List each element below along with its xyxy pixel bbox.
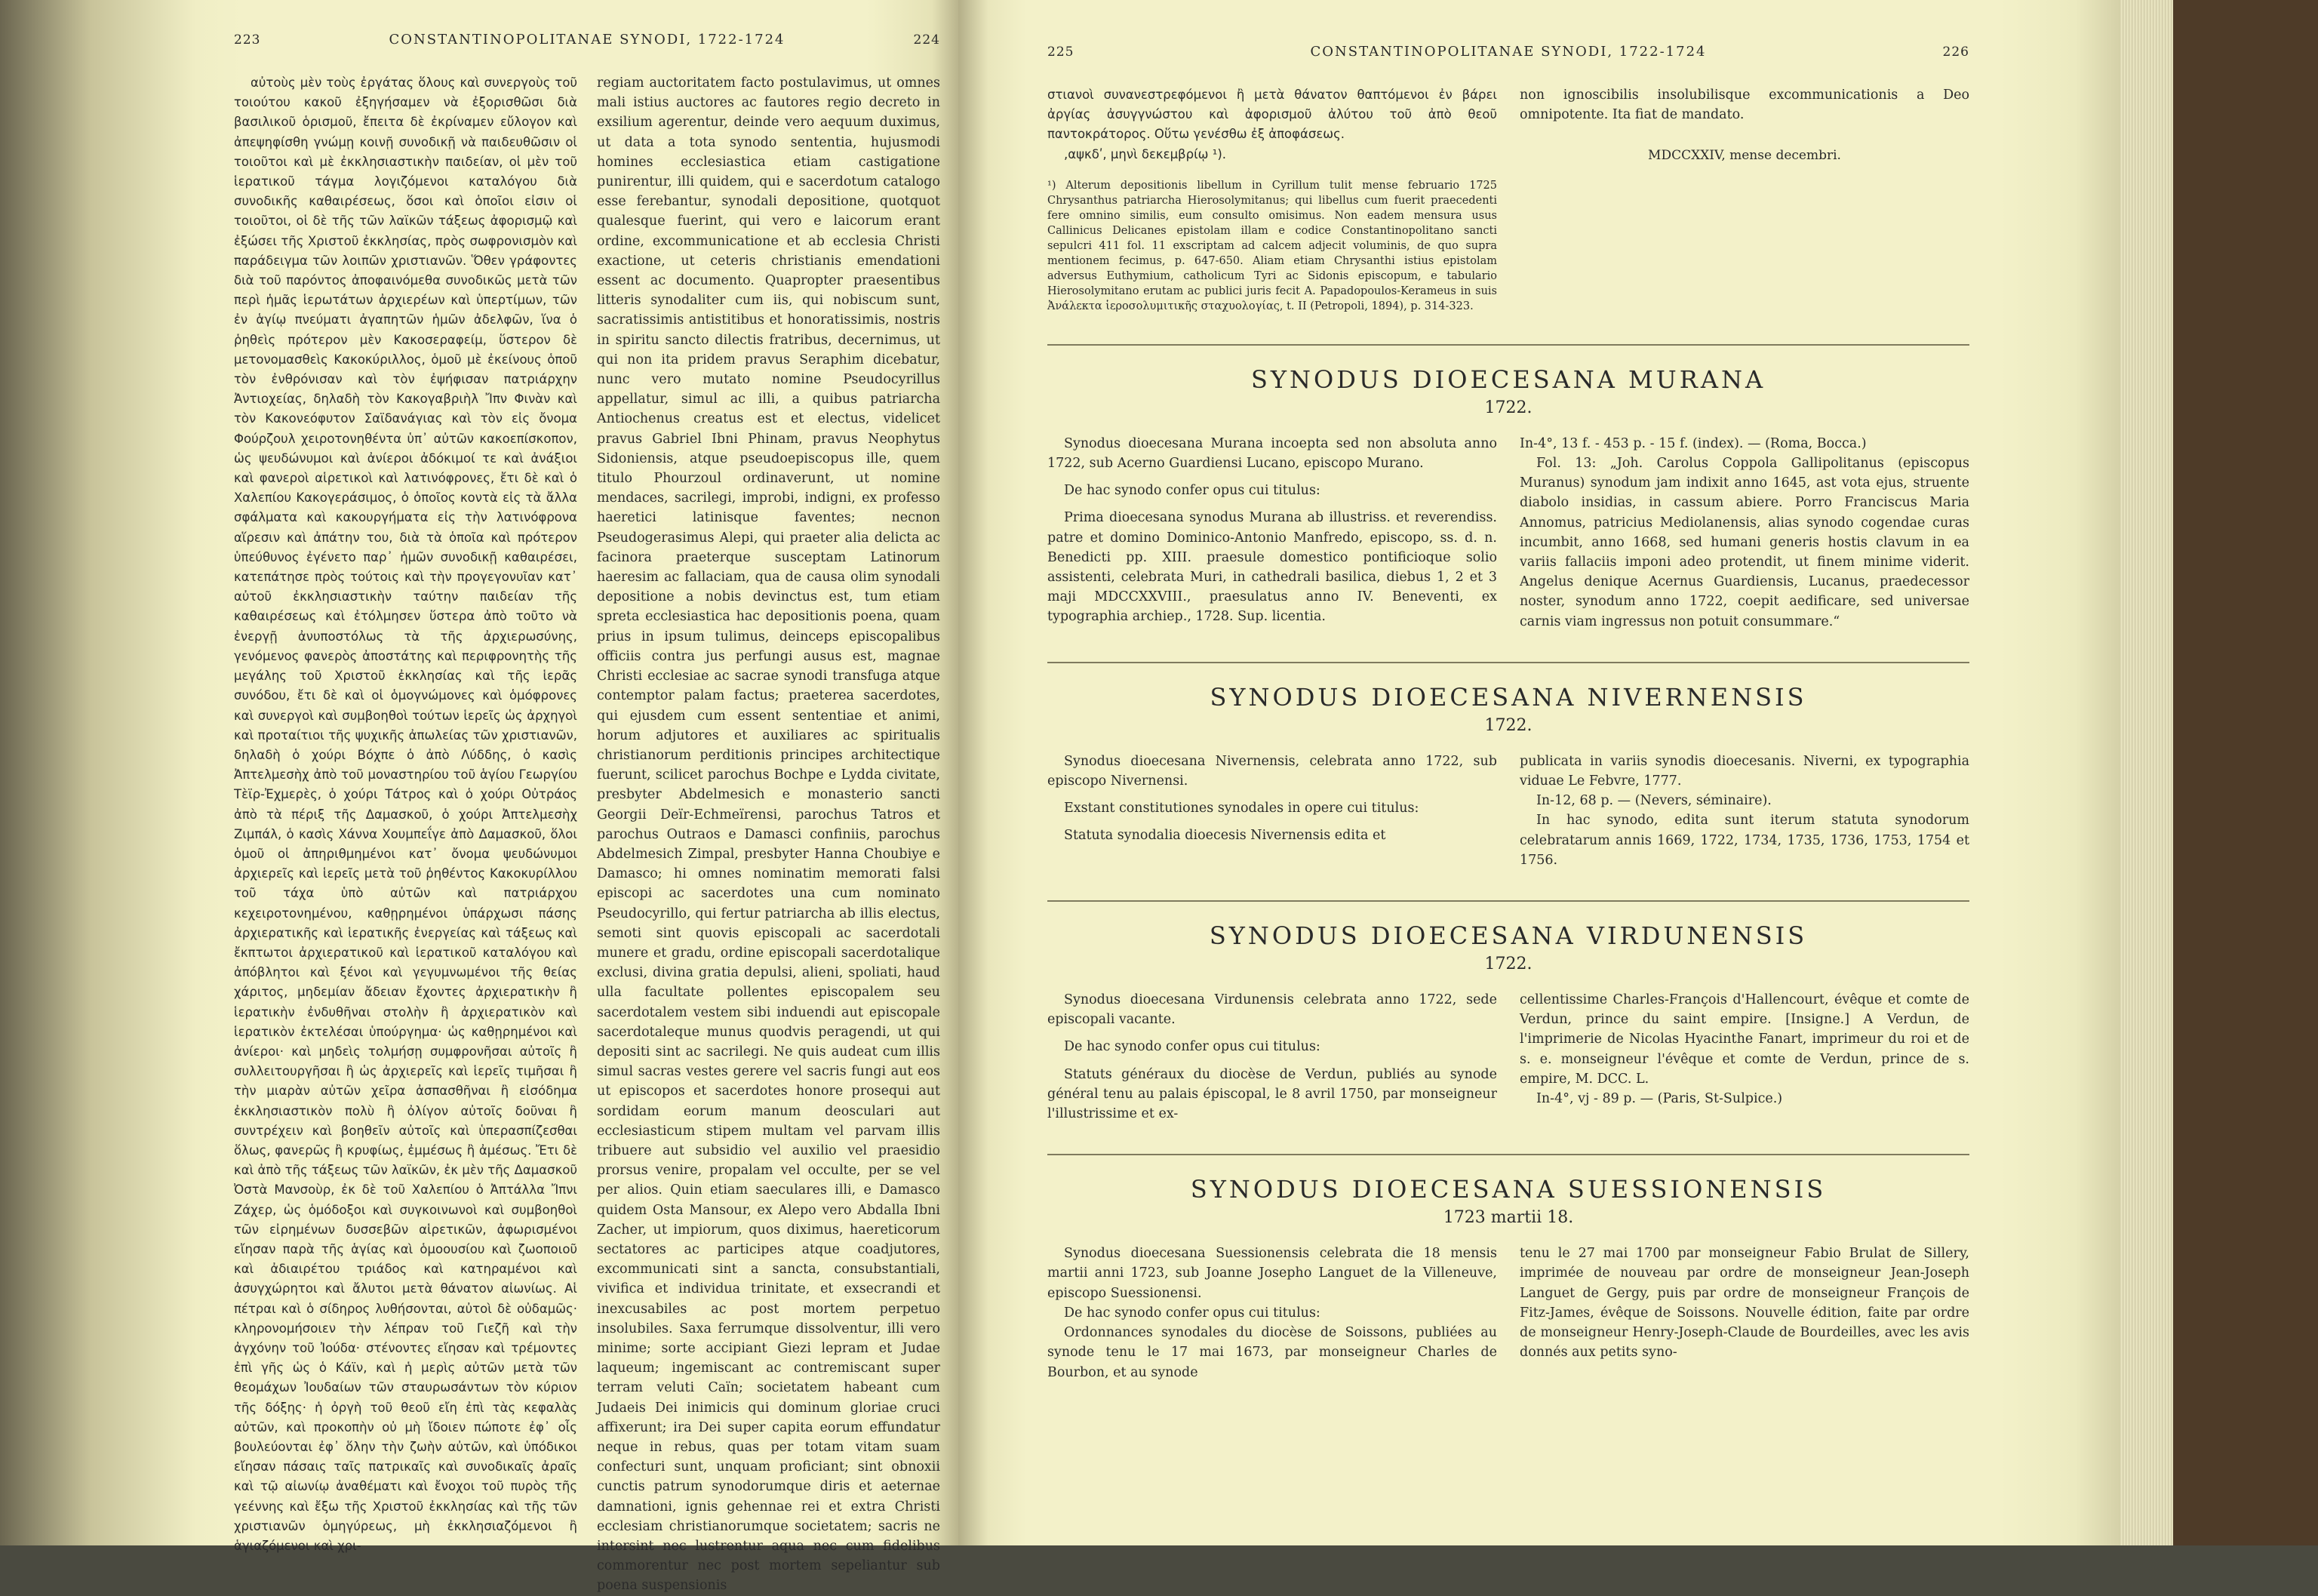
section-left-column <box>1047 990 1497 1124</box>
synod-section-nivernensis <box>1047 662 1969 870</box>
paragraph: Synodus dioecesana Murana incoepta sed non absoluta anno 1722, sub Acerno Guardiensi Lucano, episcopo Murano. <box>1047 435 1497 472</box>
closing-text-columns <box>1047 85 1969 314</box>
greek-date-line: ,αψκδʹ, μηνὶ δεκεμβρίῳ ¹). <box>1064 146 1227 161</box>
section-columns <box>1047 752 1969 870</box>
section-right-column <box>1520 434 1969 632</box>
section-left-column <box>1047 1244 1497 1382</box>
latin-date-line: MDCCXXIV, mense decembri. <box>1648 148 1841 164</box>
paragraph: In-12, 68 p. — (Nevers, séminaire). <box>1536 793 1772 809</box>
spacer <box>1047 1057 1497 1065</box>
left-text-columns <box>234 73 940 1594</box>
footnote: ¹) Alterum depositionis libellum in Cyrillum tulit mense februario 1725 Chrysanthus patriarcha Hierosolymitanus; qui libellus cum fuerit praecedenti fere omnino similis, eum consulto omisimus. Non eadem mensura usus Callinicus Delicanes epistolam illam e codice Constantinopolitano sancti sepulcri 411 fol. 11 exscriptam ad calcem adjecit voluminis, de quo supra mentionem fecimus, p. 647-650. Aliam etiam Chrysanthi istius epistolam adversus Euthymium, catholicum Tyri ac Sidonis episcopum, e tabulario Hierosolymitano erutam ac publici juris fecit A. Papadopoulos-Kerameus in suis Ἀνάλεκτα ἱεροσολυμιτικῆς σταχυολογίας, t. II (Petropoli, 1894), p. 314-323. <box>1047 179 1497 312</box>
section-date: 1723 martii 18. <box>1443 1208 1574 1228</box>
spacer <box>1047 500 1497 508</box>
closing-latin-text: non ignoscibilis insolubilisque excommunicationis a Deo omnipotente. Ita fiat de mandato. <box>1520 88 1969 123</box>
paragraph: Statuts généraux du diocèse de Verdun, publiés au synode général tenu au palais épiscopal, le 8 avril 1750, par monseigneur l'illustrissime et ex- <box>1047 1066 1497 1122</box>
paragraph: In hac synodo, edita sunt iterum statuta synodorum celebratarum annis 1669, 1722, 1734, 1735, 1736, 1753, 1754 et 1756. <box>1520 813 1969 868</box>
closing-greek-column <box>1047 85 1497 314</box>
paragraph: Synodus dioecesana Virdunensis celebrata anno 1722, sede episcopali vacante. <box>1047 992 1497 1028</box>
section-right-column <box>1520 752 1969 870</box>
paragraph: publicata in variis synodis dioecesanis. Niverni, ex typographia viduae Le Febvre, 1777. <box>1520 753 1969 789</box>
spacer <box>1047 1029 1497 1037</box>
section-divider <box>1047 344 1969 346</box>
spacer <box>1047 791 1497 798</box>
paragraph: De hac synodo confer opus cui titulus: <box>1064 1305 1320 1321</box>
paragraph: Statuta synodalia dioecesis Nivernensis edita et <box>1064 828 1386 844</box>
right-running-head <box>1047 44 1969 60</box>
section-left-column <box>1047 434 1497 632</box>
section-title: SYNODUS DIOECESANA NIVERNENSIS <box>1210 682 1807 712</box>
page-number: 223 <box>234 32 261 48</box>
greek-text-column <box>234 73 577 1552</box>
synod-section-murana <box>1047 344 1969 632</box>
paragraph: Exstant constitutiones synodales in opere cui titulus: <box>1064 801 1419 816</box>
running-title: CONSTANTINOPOLITANAE SYNODI, 1722-1724 <box>389 32 785 48</box>
section-title: SYNODUS DIOECESANA SUESSIONENSIS <box>1190 1175 1827 1204</box>
book-page-edges <box>2120 0 2173 1545</box>
section-columns <box>1047 434 1969 632</box>
left-page <box>0 0 958 1594</box>
book-cover <box>2173 0 2318 1545</box>
section-title: SYNODUS DIOECESANA VIRDUNENSIS <box>1209 921 1808 951</box>
section-divider <box>1047 662 1969 663</box>
paragraph: cellentissime Charles-François d'Hallencourt, évêque et comte de Verdun, prince du saint empire. [Insigne.] A Verdun, de l'imprimerie de Nicolas Hyacinthe Fanart, imprimeur du roi et de s. e. monseigneur l'évêque et comte de Verdun, prince de s. empire, M. DCC. L. <box>1520 992 1969 1087</box>
paragraph: In-4°, vj - 89 p. — (Paris, St-Sulpice.) <box>1536 1091 1783 1107</box>
page-number: 225 <box>1047 45 1074 60</box>
spacer <box>1047 473 1497 481</box>
right-page <box>958 0 2120 1545</box>
paragraph: Synodus dioecesana Suessionensis celebrata die 18 mensis martii anni 1723, sub Joanne Josepho Languet de la Villeneuve, episcopo Suessionensi. <box>1047 1246 1497 1301</box>
latin-paragraph: regiam auctoritatem facto postulavimus, ut omnes mali istius auctores ac fautores regio decreto in exsilium agerentur, deinde vero aequum duximus, ut data a tota synodo sententia, hujusmodi homines ecclesiastica etiam castigatione punirentur, illi quidem, qui e sacerdotum catalogo esse ferebantur, synodali depositione, quotquot qualesque fuerint, qui vero e laicorum erant ordine, excommunicatione et ab ecclesia Christi exactione, ut ceteris christianis emendationi essent ac documento. Quapropter praesentibus litteris synodaliter cum iis, qui nobiscum sunt, sacratissimis antistitibus et honoratissimis, nostris in spiritu sancto dilectis fratribus, decernimus, ut qui non ita pridem pravus Seraphim dicebatur, nunc vero mutato nomine Pseudocyrillus appellatur, simul ac illi, a quibus patriarcha Antiochenus creatus est et electus, videlicet pravus Gabriel Ibni Phinam, pravus Neophytus Sidoniensis, atque pseudoepiscopus ille, quem titulo Phourzoul ordinaverunt, ut nomine mendaces, sacrilegi, improbi, indigni, ex professo haeretici latinisque faventes; necnon Pseudogerasimus Alepi, qui praeter alia delicta ac facinora praeterque susceptam Latinorum haeresim ac fallaciam, qua de causa olim synodali depositione a nobis devinctus est, tum etiam spreta ecclesiastica hac depositionis poena, quam prius in ipsum tulimus, deinceps episcopalibus officiis contra jus perfungi ausus est, magnae Christi ecclesiae ac sacrae synodi transfuga atque contemptor palam factus; praeterea sacerdotes, qui ejusdem cum essent sententiae et animi, horum adjutores et auxiliares ac spiritualis christianorum perditionis principes architectique fuerunt, scilicet parochus Bochpe e Lydda civitate, presbyter Abdelmesich e monasterio sancti Georgii Deïr-Echmeïrensi, parochus Tatros et parochus Outraos e Damasci confiniis, parochus Abdelmesich Zimpal, presbyter Hanna Choubiye e Damasco; hi omnes nominatim memorati falsi episcopi ac sacerdotes una cum nominato Pseudocyrillo, qui fertur patriarcha ab illis electus, semoti sint quovis episcopali ac sacerdotali munere et gradu, ordine episcopali sacerdotalique exclusi, divina gratia depulsi, alieni, spoliati, haud ulla facultate pollentes episcopalem seu sacerdotalem vestem sibi induendi aut episcopale sacerdotaleque munus quodvis peragendi, ut qui depositi sint ac sacrilegi. Ne quis audeat cum illis simul sacras vestes gerere vel sacris fungi aut eos ut episcopos et sacerdotes honore prosequi aut sordidam eorum manum deosculari aut ecclesiasticum stipem multam vel parvam illis tribuere aut subsidio vel auxilio vel praesidio prorsus venire, propalam vel occulte, per se vel per alios. Quin etiam saeculares illi, e Damasco quidem Osta Mansour, ex Alepo vero Abdalla Ibni Zacher, ut impiorum, quos diximus, haereticorum sectatores ac participes atque coadjutores, excommunicati sint a sancta, consubstantiali, vivifica et individua trinitate, et exsecrandi et inexcusabiles ac post mortem perpetuo insolubiles. Saxa ferrumque dissolventur, illi vero minime; sorte accipiant Giezi lepram et Judae laqueum; ingemiscant ac contremiscant super terram veluti Caïn; societatem habeant cum Judaeis Dei inimicis qui dominum gloriae cruci affixerunt; ira Dei super capita eorum effundatur neque in rebus, quas per totam vitam suam confecturi sunt, unquam proficiant; sint obnoxii cunctis patrum synodorumque diris et aeternae damnationi, ignis gehennae rei et extra Christi ecclesiam christianorumque societatem; sacris ne intersint nec lustrentur aqua nec cum fidelibus commorentur nec post mortem sepeliantur sub poena suspensionis <box>597 75 940 1594</box>
section-right-column <box>1520 990 1969 1124</box>
closing-latin-column <box>1520 85 1969 314</box>
section-date: 1722. <box>1484 715 1533 735</box>
paragraph: De hac synodo confer opus cui titulus: <box>1064 1039 1320 1055</box>
section-title: SYNODUS DIOECESANA MURANA <box>1250 364 1766 394</box>
section-right-column <box>1520 1244 1969 1382</box>
latin-text-column <box>597 73 940 1594</box>
paragraph: De hac synodo confer opus cui titulus: <box>1064 483 1320 499</box>
closing-greek-text: στιανοὶ συνανεστρεφόμενοι ἢ μετὰ θάνατον θαπτόμενοι ἐν βάρει ἀργίας ἀσυγγνώστου καὶ ἀφορισμοῦ ἀλύτου τοῦ ἀπὸ θεοῦ παντοκράτορος. Οὕτω γενέσθω ἐξ ἀποφάσεως. <box>1047 88 1497 142</box>
greek-paragraph: αὐτοὺς μὲν τοὺς ἐργάτας ὅλους καὶ συνεργοὺς τοῦ τοιούτου κακοῦ ἐξηγήσαμεν νὰ ἐξορισθῶσι διὰ βασιλικοῦ ὁρισμοῦ, ἔπειτα δὲ ἐκρίναμεν εὔλογον καὶ ἀπεψηφίσθη γνώμῃ κοινῇ συνοδικῇ νὰ παιδευθῶσιν οἱ τοιοῦτοι καὶ μὲ ἐκκλησιαστικὴν παιδείαν, οἱ μὲν τοῦ ἱερατικοῦ τάγμα λογιζόμενοι καταλόγου διὰ συνοδικῆς καθαιρέσεως, ὅσοι καὶ ὁποῖοι εἰσιν οἱ τοιοῦτοι, οἱ δὲ τῆς τῶν λαϊκῶν τάξεως ἀφορισμῷ καὶ ἐξώσει τῆς Χριστοῦ ἐκκλησίας, πρὸς σωφρονισμὸν καὶ παράδειγμα τῶν λοιπῶν χριστιανῶν. Ὅθεν γράφοντες διὰ τοῦ παρόντος ἀποφαινόμεθα συνοδικῶς μετὰ τῶν περὶ ἡμᾶς ἱερωτάτων ἀρχιερέων καὶ ὑπερτίμων, τῶν ἐν ἁγίῳ πνεύματι ἀγαπητῶν ἡμῶν ἀδελφῶν, ἵνα ὁ ῥηθεὶς πρότερον μὲν Κακοσεραφείμ, ὕστερον δὲ μετονομασθεὶς Κακοκύριλλος, ὁμοῦ μὲ ἐκείνους ὁποῦ τὸν ἐνθρόνισαν καὶ τὸν ἐψήφισαν πατριάρχην Ἀντιοχείας, δηλαδὴ τὸν Κακογαβριὴλ Ἴπν Φινὰν καὶ τὸν Κακονεόφυτον Σαϊδανάγιας καὶ τὸν εἰς ὄνομα Φούρζουλ χειροτονηθέντα ὑπ᾽ αὐτῶν κακοεπίσκοπον, ὡς ψευδώνυμοι καὶ ἀνίεροι ἀδόκιμοί τε καὶ ἀνάξιοι καὶ φανεροὶ αἱρετικοὶ καὶ λατινόφρονες, ἔτι δὲ καὶ ὁ Χαλεπίου Κακογεράσιμος, ὁ ὁποῖος κοντὰ εἰς τὰ ἄλλα σφάλματα καὶ κακουργήματα εἰς τὴν λατινόφρονα αἵρεσιν καὶ ἀπάτην του, διὰ τὰ ὁποῖα καὶ πρότερον ὑπεύθυνος ἐγένετο παρ᾽ ἡμῶν συνοδικῇ καθαιρέσει, κατεπάτησε πρὸς τούτοις καὶ τὴν προγεγονυῖαν κατ᾽ αὐτοῦ ἐκκλησιαστικὴν ταύτην παιδείαν τῆς καθαιρέσεως καὶ ἐτόλμησεν ὕστερα ἀπὸ τοῦτο νὰ ἐνεργῇ ἀνυποστόλως τὰ τῆς ἀρχιερωσύνης, γενόμενος φανερὸς ἀποστάτης καὶ περιφρονητὴς τῆς μεγάλης τοῦ Χριστοῦ ἐκκλησίας καὶ τῆς ἱερᾶς συνόδου, ἔτι δὲ καὶ οἱ ὁμογνώμονες καὶ ὁμόφρονες καὶ συνεργοὶ καὶ συμβοηθοὶ τούτων ἱερεῖς ὡς ἀρχηγοὶ καὶ προταίτιοι τῆς ψυχικῆς ἀπωλείας τῶν χριστιανῶν, δηλαδὴ ὁ χούρι Βόχπε ὁ ἀπὸ Λύδδης, ὁ κασὶς Ἀπτελμεσὴχ ἀπὸ τοῦ μοναστηρίου τοῦ ἁγίου Γεωργίου Τὲϊρ-Ἐχμερὲς, ὁ χούρι Τάτρος καὶ ὁ χούρι Οὐτράος ἀπὸ τὰ πέριξ τῆς Δαμασκοῦ, ὁ χούρι Ἀπτελμεσὴχ Ζιμπάλ, ὁ κασὶς Χάννα Χουμπεΐγε ἀπὸ Δαμασκοῦ, ὅλοι ὁμοῦ οἱ ἀπηριθμημένοι κατ᾽ ὄνομα ψευδώνυμοι ἀρχιερεῖς καὶ ἱερεῖς μετὰ τοῦ ῥηθέντος Κακοκυρίλλου τοῦ τάχα ὑπὸ αὐτῶν καὶ πατριάρχου κεχειροτονημένου, καθῃρημένοι ὑπάρχωσι πάσης ἀρχιερατικῆς καὶ ἱερατικῆς ἐνεργείας καὶ τάξεως καὶ ἔκπτωτοι ἀρχιερατικοῦ καὶ ἱερατικοῦ καταλόγου καὶ ἀπόβλητοι καὶ ξένοι καὶ γεγυμνωμένοι τῆς θείας χάριτος, μηδεμίαν ἄδειαν ἔχοντες ἀρχιερατικὴν ἢ ἱερατικὴν ἐνδυθῆναι στολὴν ἢ ἀρχιερατικὸν καὶ ἱερατικὸν ἐκτελέσαι ὑπούργημα· ὡς καθῃρημένοι καὶ ἀνίεροι· καὶ μηδεὶς τολμήσῃ συμφρονῆσαι αὐτοῖς ἢ συλλειτουργῆσαι ἢ ὡς ἀρχιερεῖς καὶ ἱερεῖς τιμῆσαι ἢ τὴν μιαρὰν αὐτῶν χεῖρα ἀσπασθῆναι ἢ εἰσόδημα ἐκκλησιαστικὸν πολὺ ἢ ὀλίγον αὐτοῖς δοῦναι ἢ συντρέχειν καὶ βοηθεῖν αὐτοῖς καὶ ὑπερασπίζεσθαι ὅλως, φανερῶς ἢ κρυφίως, ἐμμέσως ἢ ἀμέσως. Ἔτι δὲ καὶ ἀπὸ τῆς τάξεως τῶν λαϊκῶν, ἐκ μὲν τῆς Δαμασκοῦ Ὀστὰ Μανσοὺρ, ἐκ δὲ τοῦ Χαλεπίου ὁ Ἀπτάλλα Ἴπνι Ζάχερ, ὡς ὁμόδοξοι καὶ συγκοινωνοὶ καὶ συμβοηθοὶ τῶν εἰρημένων δυσσεβῶν αἱρετικῶν, ἀφωρισμένοι εἴησαν παρὰ τῆς ἁγίας καὶ ὁμοουσίου καὶ ζωοποιοῦ καὶ ἀδιαιρέτου τριάδος καὶ κατηραμένοι καὶ ἀσυγχώρητοι καὶ ἄλυτοι μετὰ θάνατον αἰωνίως. Αἱ πέτραι καὶ ὁ σίδηρος λυθήσονται, αὐτοὶ δὲ οὐδαμῶς· κληρονομήσοιεν τὴν λέπραν τοῦ Γιεζῆ καὶ τὴν ἀγχόνην τοῦ Ἰούδα· στένοντες εἴησαν καὶ τρέμοντες ἐπὶ γῆς ὡς ὁ Κάϊν, καὶ ἡ μερὶς αὐτῶν μετὰ τῶν θεομάχων Ἰουδαίων τῶν σταυρωσάντων τὸν κύριον τῆς δόξης· ἡ ὀργὴ τοῦ θεοῦ εἴη ἐπὶ τὰς κεφαλὰς αὐτῶν, καὶ προκοπὴν οὐ μὴ ἴδοιεν πώποτε ἐφ᾽ οἷς βουλεύονται ἐφ᾽ ὅλην τὴν ζωὴν αὐτῶν, καὶ ὑπόδικοι εἴησαν πάσαις ταῖς πατρικαῖς καὶ συνοδικαῖς ἀραῖς καὶ τῷ αἰωνίῳ ἀναθέματι καὶ ἔνοχοι τοῦ πυρὸς τῆς γεέννης καὶ ἔξω τῆς Χριστοῦ ἐκκλησίας καὶ τῆς τῶν χριστιανῶν ὁμηγύρεως, μὴ ἐκκλησιαζόμενοι ἢ ἁγιαζόμενοι καὶ χρι- <box>234 75 577 1554</box>
synod-section-virdunensis <box>1047 900 1969 1124</box>
section-date: 1722. <box>1484 955 1533 974</box>
running-title: CONSTANTINOPOLITANAE SYNODI, 1722-1724 <box>1310 44 1707 60</box>
spacer <box>1047 818 1497 826</box>
section-columns <box>1047 990 1969 1124</box>
paragraph: Fol. 13: „Joh. Carolus Coppola Gallipolitanus (episcopus Muranus) synodum jam indixit anno 1645, ast vota ejus, struente diabolo insidias, in cassum abiere. Porro Franciscus Maria Annomus, patricius Mediolanensis, alias synodo cogendae curas incumbit, anno 1668, sed humani generis hostis clavum in ea variis fallaciis imponi adeo protendit, ut finem minime viderit. Angelus denique Acernus Guardiensis, Lucanus, praedecessor noster, synodum anno 1722, coepit aedificare, sed universae carnis viam ingressus non potuit consummare.“ <box>1520 456 1969 629</box>
section-date: 1722. <box>1484 398 1533 417</box>
paragraph: tenu le 27 mai 1700 par monseigneur Fabio Brulat de Sillery, imprimée de nouveau par ordre de monseigneur Jean-Joseph Languet de Gergy, puis par ordre de monseigneur François de Fitz-James, évêque de Soissons. Nouvelle édition, faite par ordre de monseigneur Henry-Joseph-Claude de Bourdeilles, avec les avis donnés aux petits syno- <box>1520 1246 1969 1361</box>
page-number: 224 <box>913 32 940 48</box>
synod-section-suessionensis <box>1047 1154 1969 1382</box>
section-divider <box>1047 1154 1969 1155</box>
paragraph: Prima dioecesana synodus Murana ab illustriss. et reverendiss. patre et domino Dominico-Antonio Manfredo, episcopo, ss. d. n. Benedicti pp. XIII. praesule domestico pontificioque solio assistenti, celebrata Muri, in cathedrali basilica, diebus 1, 2 et 3 maji MDCCXXVIII., praesulatus anno IV. Beneventi, ex typographia archiep., 1728. Sup. licentia. <box>1047 510 1497 625</box>
paragraph: Ordonnances synodales du diocèse de Soissons, publiées au synode tenu le 17 mai 1673, par monseigneur Charles de Bourbon, et au synode <box>1047 1325 1497 1380</box>
section-columns <box>1047 1244 1969 1382</box>
page-number: 226 <box>1942 45 1969 60</box>
section-divider <box>1047 900 1969 902</box>
paragraph: Synodus dioecesana Nivernensis, celebrata anno 1722, sub episcopo Nivernensi. <box>1047 753 1497 789</box>
section-left-column <box>1047 752 1497 870</box>
paragraph: In-4°, 13 f. - 453 p. - 15 f. (index). — (Roma, Bocca.) <box>1520 435 1867 451</box>
left-running-head <box>234 32 940 48</box>
